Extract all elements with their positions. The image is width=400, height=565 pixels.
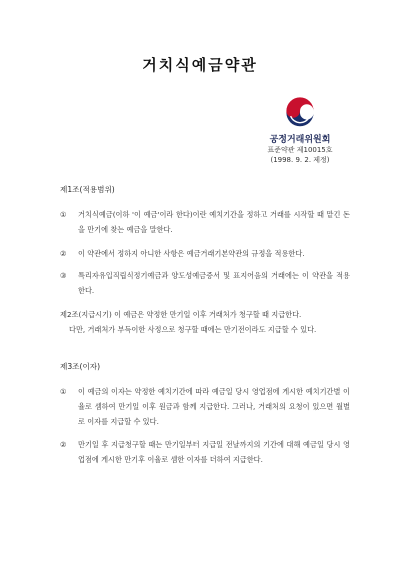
- article-1-item-2: [60, 246, 350, 261]
- item-number: ①: [60, 387, 67, 396]
- article-2-paragraph: [60, 307, 350, 337]
- item-text: 이 예금의 이자는 약정한 예치기간에 따라 예금일 당시 영업점에 게시한 예치기간별 이율로 셈하여 만기일 이후 원금과 함께 지급한다. 그러나, 거래처의 요청이 있으면 월별로 이자를 지급할 수 있다.: [78, 387, 350, 426]
- item-text: 이 약관에서 정하지 아니한 사항은 예금거래기본약관의 규정을 적용한다.: [78, 249, 305, 258]
- article-3-item-1: [60, 384, 350, 429]
- standard-number: 표준약관 제10015호: [267, 146, 333, 154]
- document-title: 거치식예금약관: [142, 56, 258, 74]
- article-3-item-2: [60, 437, 350, 467]
- item-number: ②: [60, 440, 67, 449]
- article-2-first-line: 제2조(지급시기) 이 예금은 약정한 만기일 이후 거래처가 청구할 때 지급한다.: [60, 310, 302, 319]
- issuer-name: 공정거래위원회: [269, 135, 331, 145]
- article-1-item-3: [60, 268, 350, 298]
- item-text: 특리자유입직립식정기예금과 양도성예금증서 및 표지어음의 거래에는 이 약관을 적용한다.: [78, 271, 350, 295]
- item-number: ①: [60, 210, 67, 219]
- article-3-heading: 제3조(이자): [60, 362, 101, 371]
- item-number: ②: [60, 249, 67, 258]
- enactment-date: (1998. 9. 2. 제정): [270, 156, 330, 164]
- article-1-heading: 제1조(적용범위): [60, 185, 115, 194]
- government-taegeuk-seal-icon: [283, 94, 317, 128]
- article-1-item-1: [60, 207, 350, 237]
- item-text: 거치식예금(이하 '이 예금'이라 한다)이란 예치기간을 정하고 거래를 시작할 때 맡긴 돈을 만기에 찾는 예금을 말한다.: [78, 210, 350, 234]
- item-number: ③: [60, 271, 67, 280]
- article-2-continuation: 다만, 거래처가 부득이한 사정으로 청구할 때에는 만기전이라도 지급할 수 있다.: [69, 325, 317, 334]
- item-text: 만기일 후 지급청구할 때는 만기일부터 지급일 전날까지의 기간에 대해 예금일 당시 영업점에 게시한 만기후 이율로 셈한 이자를 더하여 지급한다.: [78, 440, 350, 464]
